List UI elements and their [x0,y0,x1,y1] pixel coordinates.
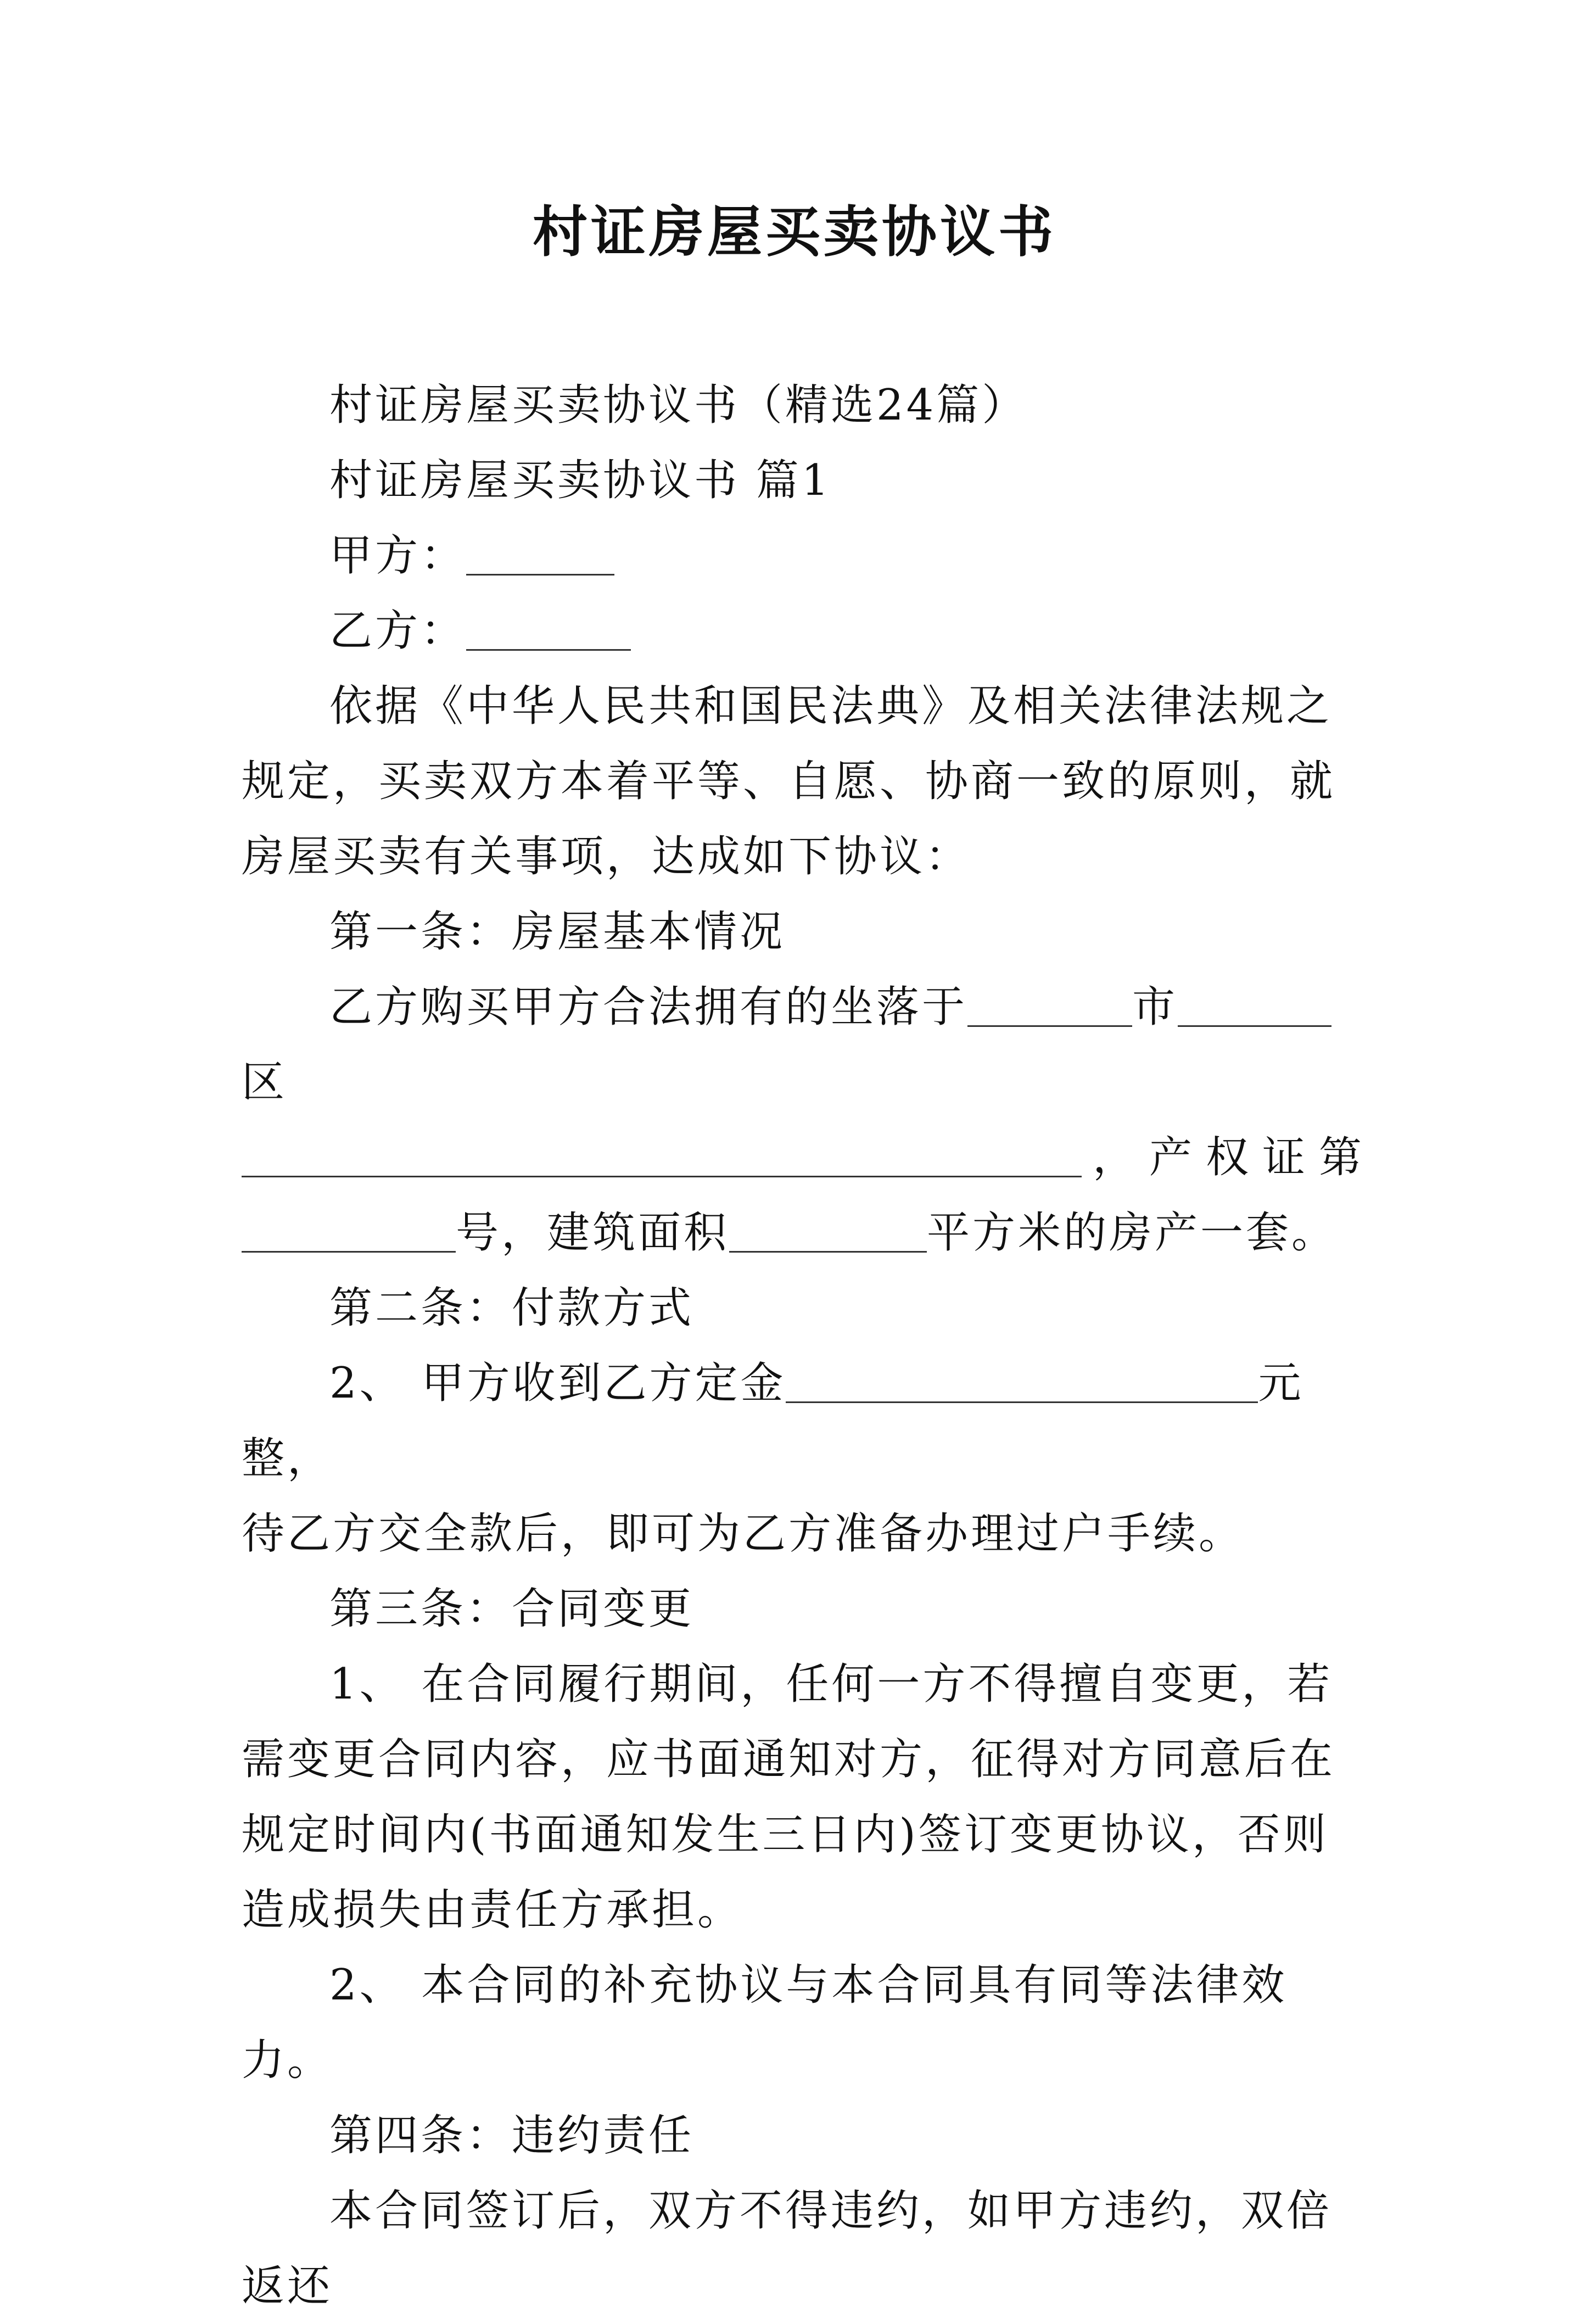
deposit-blank [786,1363,1258,1403]
number-area-label: 号，建筑面积 [456,1208,730,1258]
section-heading: 村证房屋买卖协议书 篇1 [329,456,832,505]
article-1-address-line [242,1120,1364,1195]
article-2-heading: 第二条：付款方式 [329,1283,695,1333]
city-label: 市 [1132,982,1178,1032]
party-a-label: 甲方： [329,531,467,580]
article-2-item [242,1346,1364,1496]
party-b-line [242,594,1364,669]
article-3-item-2: 2、 本合同的补充协议与本合同具有同等法律效力。 [242,1960,1288,2085]
certificate-number-blank [242,1213,456,1253]
article-4-heading: 第四条：违约责任 [329,2111,695,2160]
party-b-label: 乙方： [329,606,467,656]
document-body [242,368,1364,2324]
article-2-continuation: 待乙方交全款后，即可为乙方准备办理过户手续。 [242,1509,1245,1558]
address-blank [242,1137,1082,1177]
article-3-item-1: 1、 在合同履行期间，任何一方不得擅自变更，若需变更合同内容，应书面通知对方，征得对方同意后在规定时间内(书面通知发生三日内)签订变更协议，否则造成损失由责任方承担。 [242,1660,1336,1935]
area-blank [729,1213,927,1253]
district-blank [1178,987,1331,1027]
certificate-label: ，产权证第 [1082,1133,1364,1182]
party-a-blank [466,535,614,576]
district-label: 区 [242,1058,288,1107]
deposit-unit: 元整， [242,1359,1304,1483]
article-1-area-line [242,1195,1364,1271]
article-2-item-number: 2、 [329,1359,405,1408]
document-title: 村证房屋买卖协议书 [533,199,1056,264]
article-4-text: 本合同签订后，双方不得违约，如甲方违约，双倍返还 [242,2186,1333,2311]
article-1-heading: 第一条：房屋基本情况 [329,907,786,957]
article-1-paragraph [242,970,1364,1120]
article-2-item-text: 甲方收到乙方定金 [421,1359,786,1408]
document-subtitle: 村证房屋买卖协议书（精选24篇） [329,381,1028,430]
intro-paragraph: 依据《中华人民共和国民法典》及相关法律法规之规定，买卖双方本着平等、自愿、协商一致的原则，就房屋买卖有关事项，达成如下协议： [242,681,1336,881]
article-3-heading: 第三条：合同变更 [329,1584,695,1634]
party-b-blank [466,611,631,651]
article-1-end: 平方米的房产一套。 [927,1208,1338,1258]
city-blank [967,987,1132,1027]
article-1-text-1: 乙方购买甲方合法拥有的坐落于 [329,982,968,1032]
party-a-line [242,518,1364,594]
